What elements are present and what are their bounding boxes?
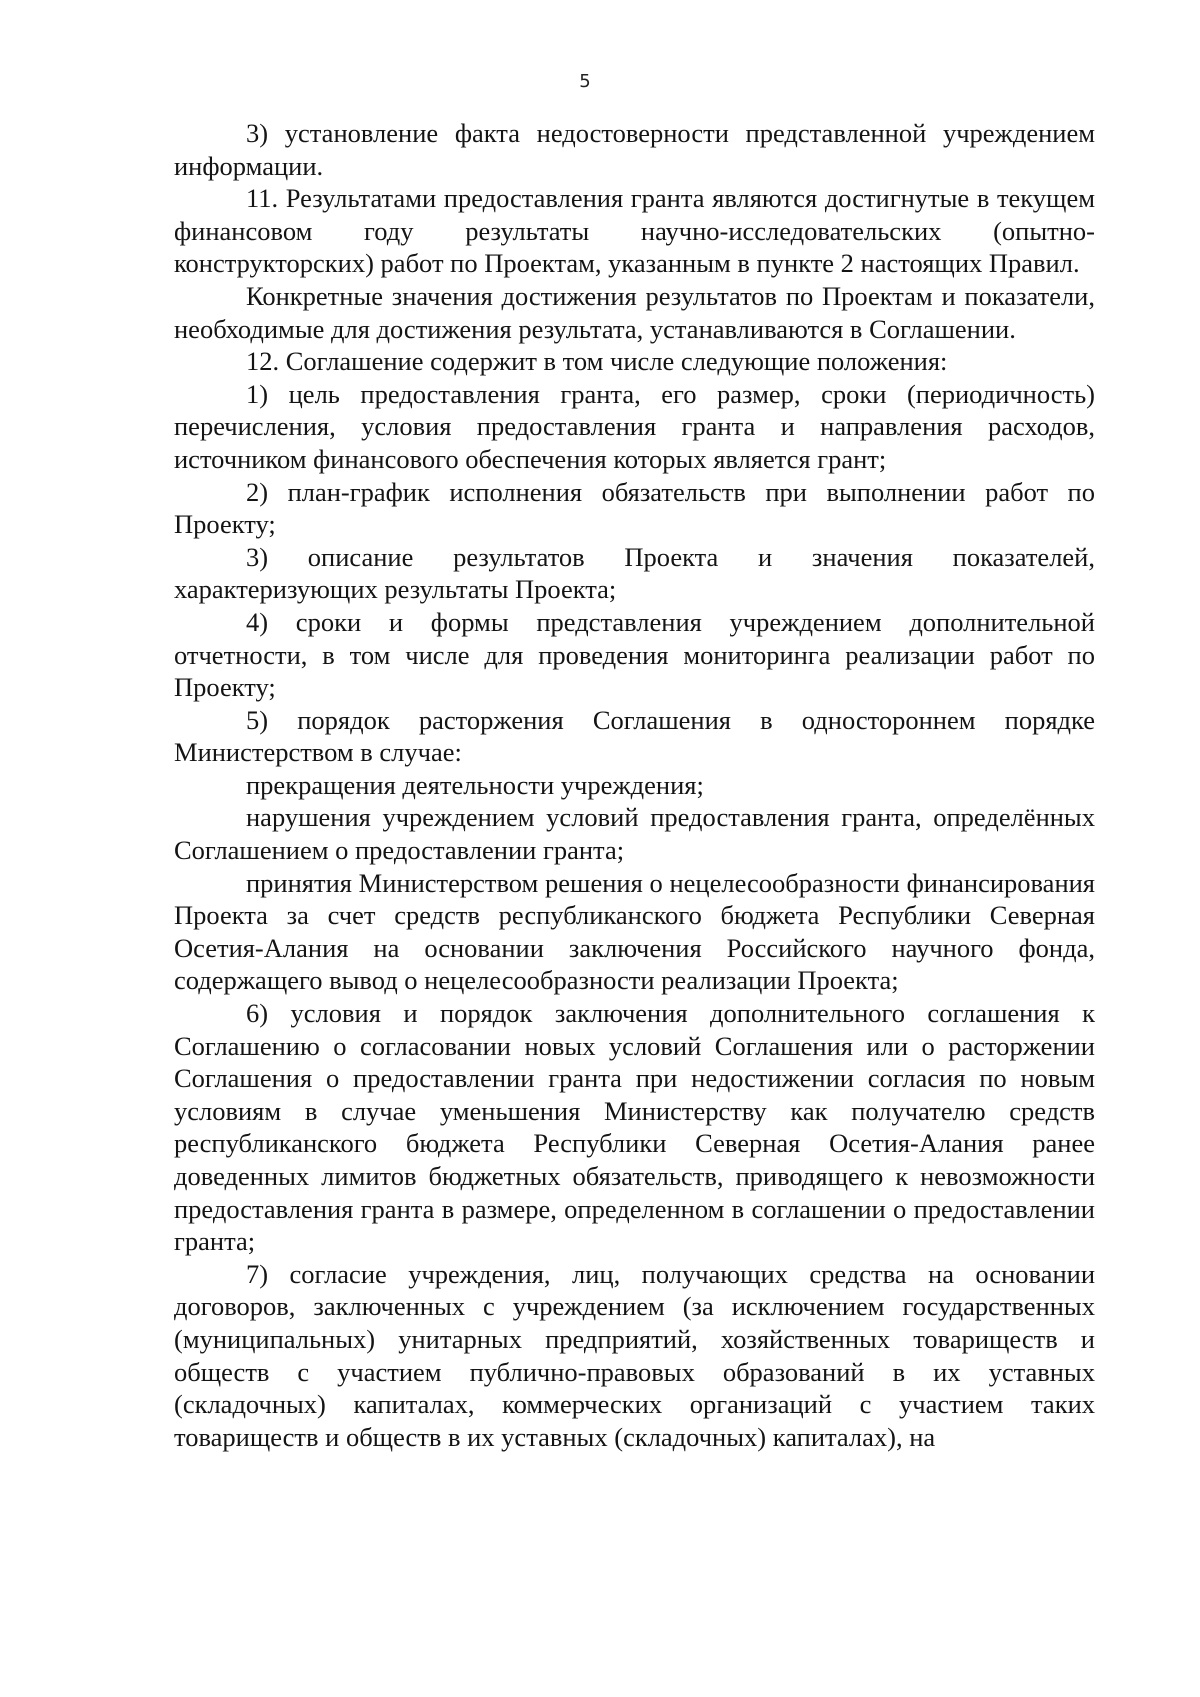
document-body (174, 117, 1095, 1453)
paragraph-termination-case-2: нарушения учреждением условий предоставления гранта, определённых Соглашением о предоставлении гранта; (174, 802, 1095, 866)
paragraph-result-values: Конкретные значения достижения результатов по Проектам и показатели, необходимые для достижения результата, устанавливаются в Соглашении. (174, 280, 1095, 344)
paragraph-item-1-grant-purpose: 1) цель предоставления гранта, его размер, сроки (периодичность) перечисления, условия предоставления гранта и направления расходов, источником финансового обеспечения которых является грант; (174, 378, 1095, 474)
paragraph-item-5-termination: 5) порядок расторжения Соглашения в одностороннем порядке Министерством в случае: (174, 704, 1095, 768)
paragraph-termination-case-1: прекращения деятельности учреждения; (246, 769, 704, 800)
paragraph-item-2-schedule: 2) план-график исполнения обязательств при выполнении работ по Проекту; (174, 476, 1095, 540)
paragraph-item-3-unreliable-info: 3) установление факта недостоверности представленной учреждением информации. (174, 118, 1095, 181)
page-number: 5 (579, 71, 591, 92)
paragraph-item-6-additional-agreement: 6) условия и порядок заключения дополнительного соглашения к Соглашению о согласовании новых условий Соглашения или о расторжении Соглашения о предоставлении гранта при недостижении согласия по новым условиям в случае уменьшения Министерству как получателю средств республиканского бюджета Республики Северная Осетия-Алания ранее доведенных лимитов бюджетных обязательств, приводящего к невозможности предоставления гранта в размере, определенном в соглашении о предоставлении гранта; (174, 998, 1095, 1257)
paragraph-termination-case-3: принятия Министерством решения о нецелесообразности финансирования Проекта за счет средств республиканского бюджета Республики Северная Осетия-Алания на основании заключения Российского научного фонда, содержащего вывод о нецелесообразности реализации Проекта; (174, 867, 1095, 996)
paragraph-item-7-consent: 7) согласие учреждения, лиц, получающих средства на основании договоров, заключенных с учреждением (за исключением государственных (муниципальных) унитарных предприятий, хозяйственных товариществ и обществ с участием публично-правовых образований в их уставных (складочных) капиталах, коммерческих организаций с участием таких товариществ и обществ в их уставных (складочных) капиталах), на (174, 1258, 1095, 1452)
paragraph-11-grant-results: 11. Результатами предоставления гранта являются достигнутые в текущем финансовом году результаты научно-исследовательских (опытно-конструкторских) работ по Проектам, указанным в пункте 2 настоящих Правил. (174, 183, 1095, 279)
paragraph-item-4-reporting: 4) сроки и формы представления учреждением дополнительной отчетности, в том числе для проведения мониторинга реализации работ по Проекту; (174, 606, 1095, 703)
paragraph-12-agreement-provisions: 12. Соглашение содержит в том числе следующие положения: (246, 346, 948, 377)
paragraph-item-3-results-description: 3) описание результатов Проекта и значения показателей, характеризующих результаты Проекта; (174, 541, 1095, 605)
